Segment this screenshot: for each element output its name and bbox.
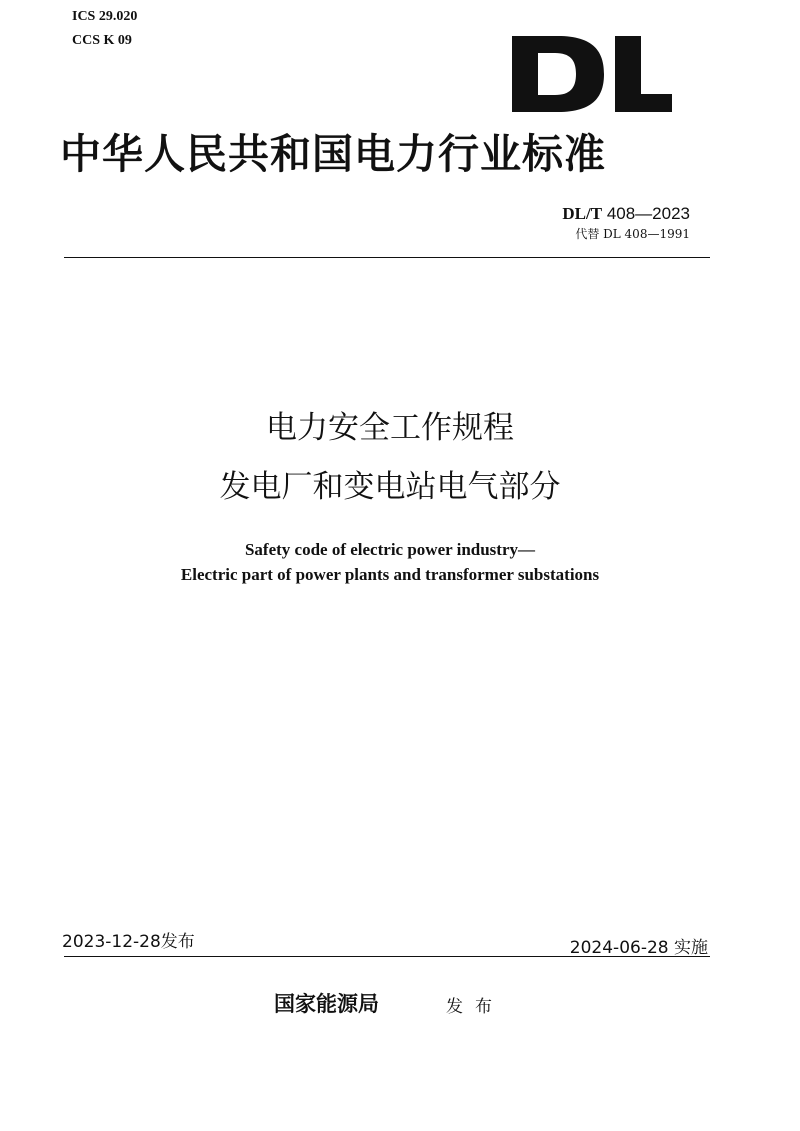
publish-label: 发布 xyxy=(446,997,504,1017)
ics-code: ICS 29.020 xyxy=(72,9,138,24)
standard-number xyxy=(562,204,690,224)
footer-divider xyxy=(64,956,710,957)
dl-logo xyxy=(512,36,672,112)
ccs-code: CCS K 09 xyxy=(72,33,132,48)
chinese-title-line-2: 发电厂和变电站电气部分 xyxy=(219,469,561,505)
english-title-line-2: Electric part of power plants and transformer substations xyxy=(180,565,600,584)
chinese-title-line-1: 电力安全工作规程 xyxy=(266,410,514,446)
standard-number-value: 408—2023 xyxy=(606,204,690,223)
english-title-line-1: Safety code of electric power industry— xyxy=(244,540,536,559)
industry-standard-title: 中华人民共和国电力行业标准 xyxy=(60,130,606,178)
header-divider xyxy=(64,257,710,258)
publisher-name: 国家能源局 xyxy=(274,991,379,1016)
standard-prefix: DL/T xyxy=(562,204,603,223)
issue-date: 2023-12-28发布 xyxy=(62,932,195,952)
replaces-standard: 代替 DL 408—1991 xyxy=(575,227,690,241)
implementation-date: 2024-06-28 实施 xyxy=(569,938,708,958)
